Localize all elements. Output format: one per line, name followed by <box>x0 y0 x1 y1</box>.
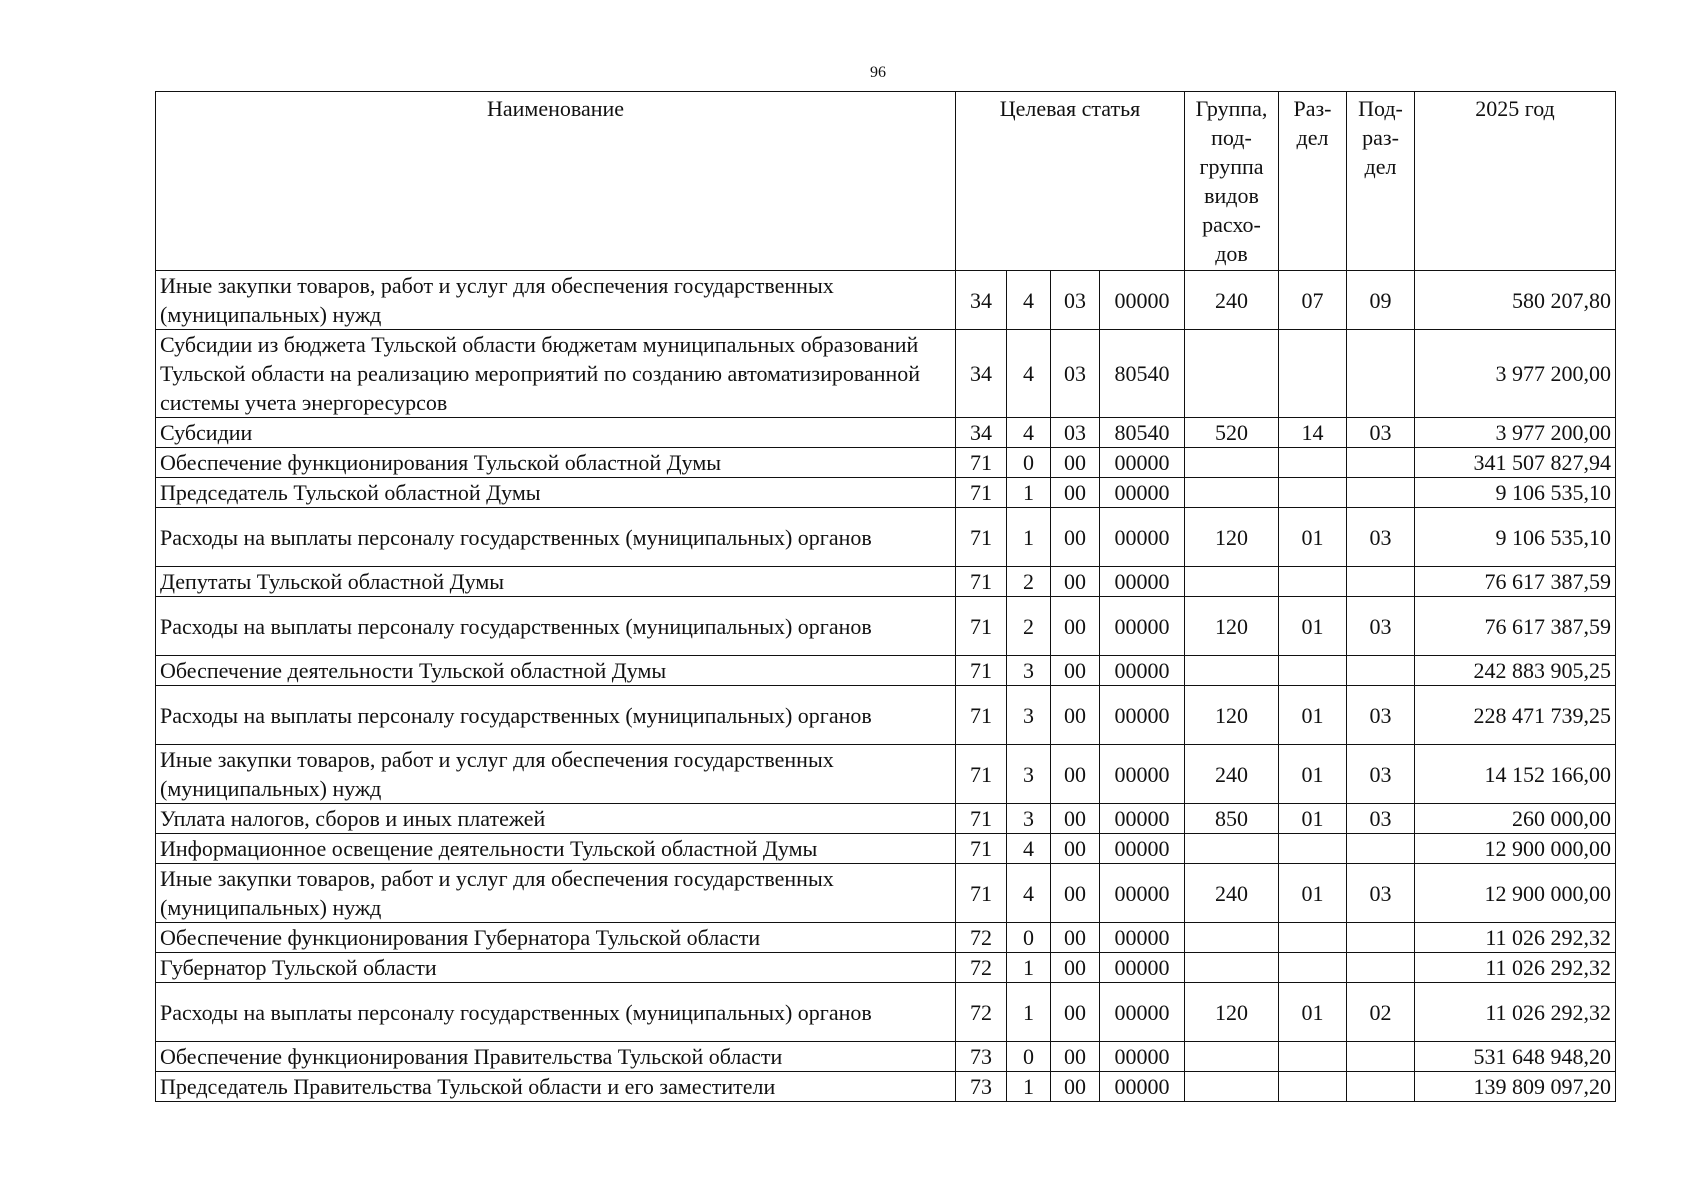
row-subsection <box>1347 1072 1415 1102</box>
row-name: Расходы на выплаты персоналу государственных (муниципальных) органов <box>156 686 956 745</box>
row-amount: 76 617 387,59 <box>1415 567 1616 597</box>
row-cs2: 4 <box>1007 864 1051 923</box>
row-section: 07 <box>1279 271 1347 330</box>
row-subsection: 03 <box>1347 804 1415 834</box>
row-subsection: 03 <box>1347 686 1415 745</box>
row-amount: 11 026 292,32 <box>1415 923 1616 953</box>
row-section <box>1279 656 1347 686</box>
row-cs4: 80540 <box>1100 418 1185 448</box>
row-amount: 260 000,00 <box>1415 804 1616 834</box>
row-cs3: 00 <box>1051 686 1100 745</box>
row-amount: 3 977 200,00 <box>1415 418 1616 448</box>
row-cs1: 71 <box>956 478 1007 508</box>
row-section: 14 <box>1279 418 1347 448</box>
row-cs2: 1 <box>1007 983 1051 1042</box>
table-row <box>156 478 1616 508</box>
table-row <box>156 834 1616 864</box>
row-cs2: 0 <box>1007 923 1051 953</box>
row-section <box>1279 448 1347 478</box>
row-name: Расходы на выплаты персоналу государственных (муниципальных) органов <box>156 508 956 567</box>
row-cs3: 03 <box>1051 330 1100 418</box>
row-cs3: 03 <box>1051 418 1100 448</box>
row-cs3: 00 <box>1051 656 1100 686</box>
header-year: 2025 год <box>1415 92 1616 271</box>
row-cs1: 73 <box>956 1072 1007 1102</box>
row-cs4: 00000 <box>1100 1072 1185 1102</box>
row-section: 01 <box>1279 745 1347 804</box>
row-cs1: 71 <box>956 804 1007 834</box>
row-cs4: 00000 <box>1100 448 1185 478</box>
row-name: Обеспечение функционирования Тульской областной Думы <box>156 448 956 478</box>
row-name: Субсидии <box>156 418 956 448</box>
row-section: 01 <box>1279 597 1347 656</box>
row-amount: 580 207,80 <box>1415 271 1616 330</box>
row-cs2: 4 <box>1007 834 1051 864</box>
row-cs4: 00000 <box>1100 478 1185 508</box>
table-row <box>156 686 1616 745</box>
row-cs3: 00 <box>1051 834 1100 864</box>
row-cs1: 72 <box>956 953 1007 983</box>
row-cs2: 2 <box>1007 597 1051 656</box>
row-cs2: 2 <box>1007 567 1051 597</box>
row-section <box>1279 567 1347 597</box>
row-section: 01 <box>1279 508 1347 567</box>
table-row <box>156 656 1616 686</box>
row-cs4: 00000 <box>1100 567 1185 597</box>
row-section: 01 <box>1279 804 1347 834</box>
row-group: 120 <box>1185 686 1279 745</box>
row-amount: 242 883 905,25 <box>1415 656 1616 686</box>
row-group: 240 <box>1185 864 1279 923</box>
row-cs1: 34 <box>956 330 1007 418</box>
row-name: Иные закупки товаров, работ и услуг для обеспечения государственных (муниципальных) нужд <box>156 745 956 804</box>
row-group <box>1185 448 1279 478</box>
row-cs1: 71 <box>956 508 1007 567</box>
row-cs3: 00 <box>1051 567 1100 597</box>
row-cs1: 73 <box>956 1042 1007 1072</box>
row-cs4: 00000 <box>1100 923 1185 953</box>
row-cs3: 00 <box>1051 1042 1100 1072</box>
row-section: 01 <box>1279 686 1347 745</box>
row-cs1: 71 <box>956 567 1007 597</box>
row-subsection: 03 <box>1347 508 1415 567</box>
row-cs4: 00000 <box>1100 953 1185 983</box>
row-subsection <box>1347 567 1415 597</box>
table-row <box>156 1072 1616 1102</box>
table-row <box>156 1042 1616 1072</box>
table-row <box>156 804 1616 834</box>
header-expense-group: Группа, под-группа видов расхо-дов <box>1185 92 1279 271</box>
row-group <box>1185 1042 1279 1072</box>
table-header-row <box>156 92 1616 271</box>
row-name: Губернатор Тульской области <box>156 953 956 983</box>
row-cs4: 00000 <box>1100 508 1185 567</box>
row-amount: 14 152 166,00 <box>1415 745 1616 804</box>
row-subsection: 03 <box>1347 418 1415 448</box>
row-cs4: 00000 <box>1100 597 1185 656</box>
row-group: 520 <box>1185 418 1279 448</box>
row-section <box>1279 1072 1347 1102</box>
page-number: 96 <box>870 64 886 81</box>
table-row <box>156 864 1616 923</box>
row-cs3: 00 <box>1051 478 1100 508</box>
row-subsection <box>1347 330 1415 418</box>
row-subsection <box>1347 448 1415 478</box>
row-section: 01 <box>1279 864 1347 923</box>
row-name: Иные закупки товаров, работ и услуг для обеспечения государственных (муниципальных) нужд <box>156 271 956 330</box>
header-target-article: Целевая статья <box>956 92 1185 271</box>
row-cs2: 3 <box>1007 656 1051 686</box>
row-group <box>1185 834 1279 864</box>
row-group <box>1185 923 1279 953</box>
row-cs4: 00000 <box>1100 745 1185 804</box>
row-group <box>1185 330 1279 418</box>
row-name: Иные закупки товаров, работ и услуг для обеспечения государственных (муниципальных) нужд <box>156 864 956 923</box>
row-cs1: 71 <box>956 448 1007 478</box>
row-cs4: 00000 <box>1100 656 1185 686</box>
row-cs1: 71 <box>956 597 1007 656</box>
row-group: 120 <box>1185 508 1279 567</box>
row-cs2: 4 <box>1007 330 1051 418</box>
row-group <box>1185 953 1279 983</box>
row-group: 850 <box>1185 804 1279 834</box>
row-cs1: 34 <box>956 418 1007 448</box>
header-section: Раз-дел <box>1279 92 1347 271</box>
row-name: Расходы на выплаты персоналу государственных (муниципальных) органов <box>156 983 956 1042</box>
table-row <box>156 448 1616 478</box>
row-cs3: 00 <box>1051 923 1100 953</box>
header-subsection: Под-раз-дел <box>1347 92 1415 271</box>
row-subsection: 03 <box>1347 864 1415 923</box>
table-row <box>156 983 1616 1042</box>
row-section <box>1279 923 1347 953</box>
row-section <box>1279 834 1347 864</box>
row-amount: 9 106 535,10 <box>1415 508 1616 567</box>
row-amount: 341 507 827,94 <box>1415 448 1616 478</box>
row-name: Уплата налогов, сборов и иных платежей <box>156 804 956 834</box>
row-cs3: 00 <box>1051 1072 1100 1102</box>
table-row <box>156 330 1616 418</box>
row-amount: 11 026 292,32 <box>1415 983 1616 1042</box>
header-name: Наименование <box>156 92 956 271</box>
row-cs2: 3 <box>1007 745 1051 804</box>
row-cs1: 34 <box>956 271 1007 330</box>
row-section <box>1279 953 1347 983</box>
row-name: Председатель Правительства Тульской области и его заместители <box>156 1072 956 1102</box>
row-group: 240 <box>1185 745 1279 804</box>
row-cs2: 3 <box>1007 804 1051 834</box>
row-cs1: 71 <box>956 686 1007 745</box>
row-cs3: 00 <box>1051 597 1100 656</box>
row-cs4: 00000 <box>1100 686 1185 745</box>
table-row <box>156 923 1616 953</box>
row-group <box>1185 567 1279 597</box>
table-row <box>156 597 1616 656</box>
table-row <box>156 567 1616 597</box>
row-cs2: 3 <box>1007 686 1051 745</box>
row-cs4: 00000 <box>1100 983 1185 1042</box>
table-body <box>156 271 1616 1102</box>
row-cs2: 4 <box>1007 418 1051 448</box>
row-cs3: 03 <box>1051 271 1100 330</box>
row-cs3: 00 <box>1051 864 1100 923</box>
row-cs2: 1 <box>1007 478 1051 508</box>
row-cs4: 00000 <box>1100 271 1185 330</box>
row-group <box>1185 478 1279 508</box>
row-cs2: 0 <box>1007 448 1051 478</box>
row-subsection: 03 <box>1347 745 1415 804</box>
row-name: Председатель Тульской областной Думы <box>156 478 956 508</box>
row-subsection: 02 <box>1347 983 1415 1042</box>
row-cs2: 1 <box>1007 508 1051 567</box>
row-name: Обеспечение функционирования Правительства Тульской области <box>156 1042 956 1072</box>
row-subsection <box>1347 923 1415 953</box>
row-name: Информационное освещение деятельности Тульской областной Думы <box>156 834 956 864</box>
row-name: Обеспечение функционирования Губернатора Тульской области <box>156 923 956 953</box>
row-name: Субсидии из бюджета Тульской области бюджетам муниципальных образований Тульской области на реализацию мероприятий по созданию автоматизированной системы учета энергоресурсов <box>156 330 956 418</box>
row-cs2: 0 <box>1007 1042 1051 1072</box>
row-amount: 9 106 535,10 <box>1415 478 1616 508</box>
row-section <box>1279 330 1347 418</box>
row-cs4: 00000 <box>1100 1042 1185 1072</box>
row-group: 240 <box>1185 271 1279 330</box>
row-subsection <box>1347 478 1415 508</box>
row-subsection: 03 <box>1347 597 1415 656</box>
row-cs3: 00 <box>1051 745 1100 804</box>
row-subsection: 09 <box>1347 271 1415 330</box>
row-cs2: 1 <box>1007 953 1051 983</box>
table-row <box>156 745 1616 804</box>
row-amount: 12 900 000,00 <box>1415 834 1616 864</box>
row-amount: 12 900 000,00 <box>1415 864 1616 923</box>
row-cs1: 71 <box>956 834 1007 864</box>
table-row <box>156 271 1616 330</box>
row-section: 01 <box>1279 983 1347 1042</box>
row-cs4: 80540 <box>1100 330 1185 418</box>
row-subsection <box>1347 656 1415 686</box>
row-name: Обеспечение деятельности Тульской областной Думы <box>156 656 956 686</box>
row-amount: 139 809 097,20 <box>1415 1072 1616 1102</box>
row-amount: 3 977 200,00 <box>1415 330 1616 418</box>
table-row <box>156 953 1616 983</box>
row-name: Депутаты Тульской областной Думы <box>156 567 956 597</box>
row-name: Расходы на выплаты персоналу государственных (муниципальных) органов <box>156 597 956 656</box>
row-cs2: 4 <box>1007 271 1051 330</box>
row-section <box>1279 1042 1347 1072</box>
row-group: 120 <box>1185 983 1279 1042</box>
row-amount: 531 648 948,20 <box>1415 1042 1616 1072</box>
row-group <box>1185 656 1279 686</box>
row-cs3: 00 <box>1051 508 1100 567</box>
row-cs1: 71 <box>956 656 1007 686</box>
row-amount: 228 471 739,25 <box>1415 686 1616 745</box>
row-subsection <box>1347 834 1415 864</box>
row-cs3: 00 <box>1051 983 1100 1042</box>
row-group: 120 <box>1185 597 1279 656</box>
budget-table <box>155 91 1616 1102</box>
row-amount: 11 026 292,32 <box>1415 953 1616 983</box>
row-group <box>1185 1072 1279 1102</box>
row-cs4: 00000 <box>1100 804 1185 834</box>
table-row <box>156 418 1616 448</box>
row-cs2: 1 <box>1007 1072 1051 1102</box>
row-cs1: 72 <box>956 983 1007 1042</box>
row-subsection <box>1347 953 1415 983</box>
row-subsection <box>1347 1042 1415 1072</box>
row-cs4: 00000 <box>1100 834 1185 864</box>
row-cs1: 71 <box>956 864 1007 923</box>
row-amount: 76 617 387,59 <box>1415 597 1616 656</box>
row-cs3: 00 <box>1051 953 1100 983</box>
row-section <box>1279 478 1347 508</box>
row-cs1: 72 <box>956 923 1007 953</box>
row-cs3: 00 <box>1051 804 1100 834</box>
row-cs1: 71 <box>956 745 1007 804</box>
row-cs3: 00 <box>1051 448 1100 478</box>
table-row <box>156 508 1616 567</box>
row-cs4: 00000 <box>1100 864 1185 923</box>
